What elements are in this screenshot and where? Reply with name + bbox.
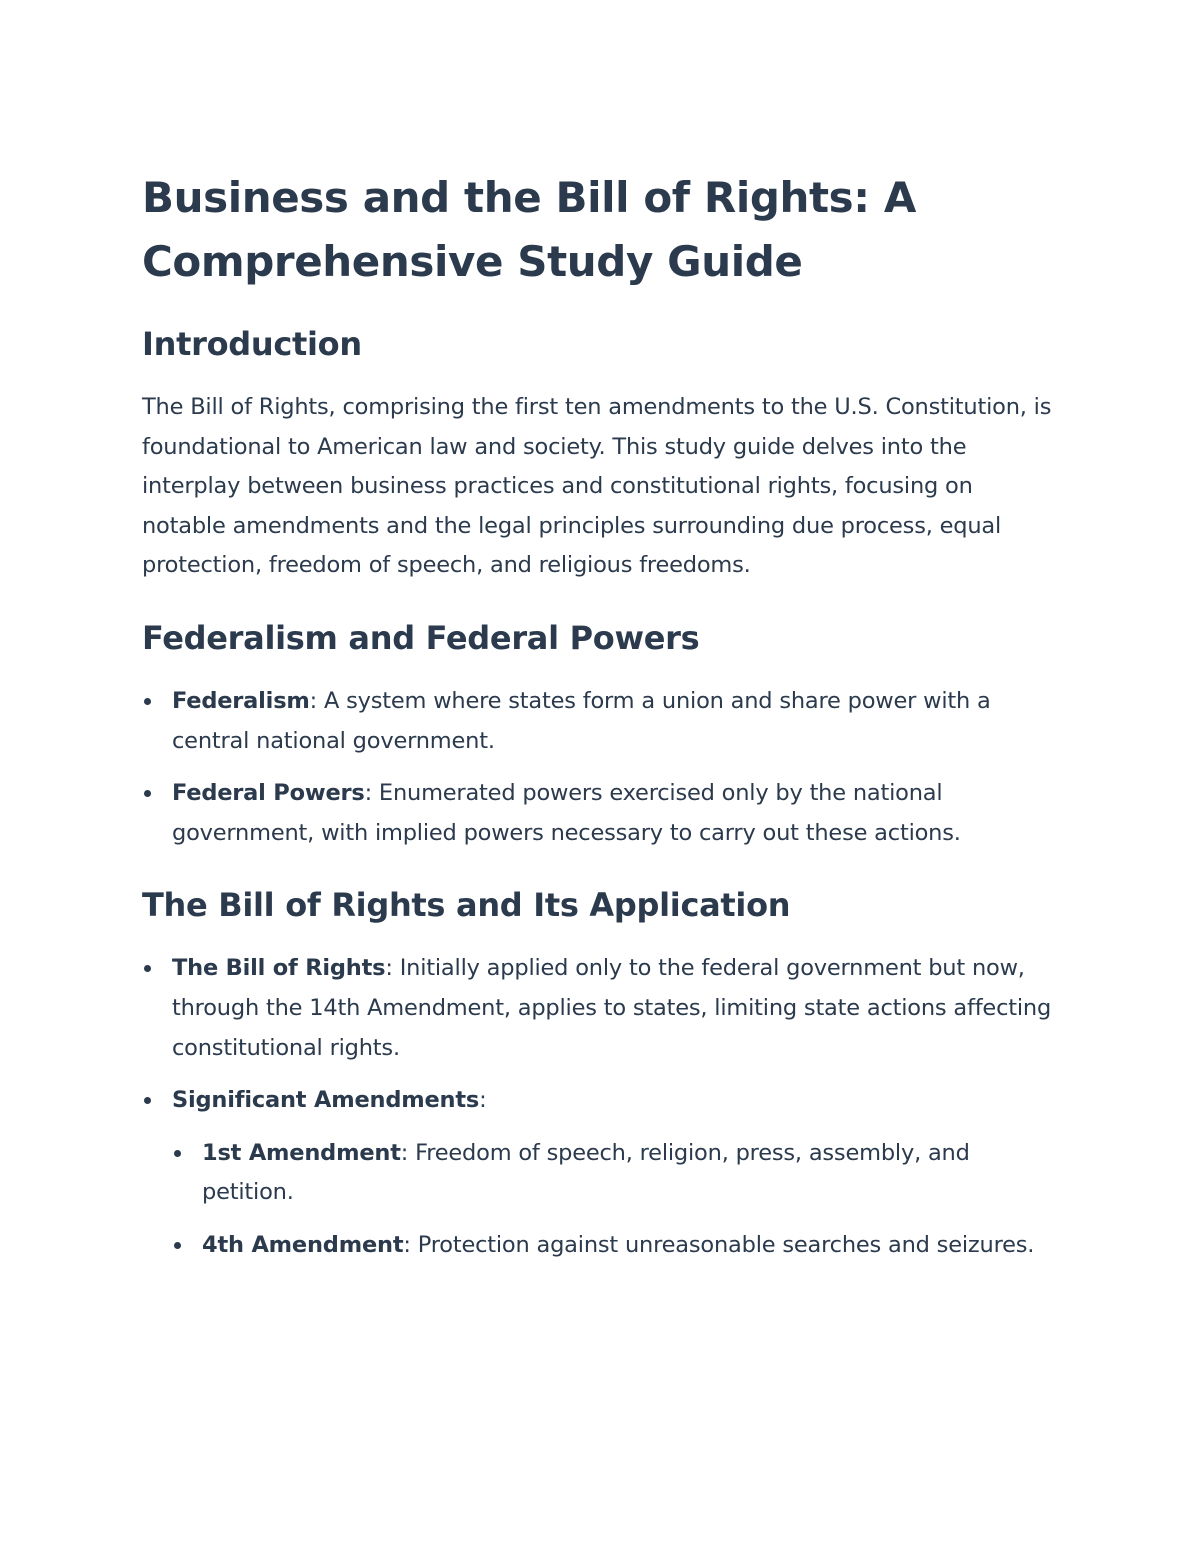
bullet-icon xyxy=(144,965,151,972)
section-heading-introduction: Introduction xyxy=(142,325,362,363)
bullet-icon xyxy=(144,790,151,797)
amendments-sublist xyxy=(172,1134,1062,1266)
term-bill-of-rights: The Bill of Rights xyxy=(172,955,386,982)
definition-1st-amendment: : Freedom of speech, religion, press, assembly, and petition. xyxy=(202,1139,970,1206)
list-item-1st-amendment xyxy=(172,1134,1062,1213)
term-1st-amendment: 1st Amendment xyxy=(202,1139,401,1166)
definition-federal-powers: : Enumerated powers exercised only by the national government, with implied powers necessary to carry out these actions. xyxy=(172,780,961,846)
federalism-list xyxy=(142,682,1062,853)
term-federalism: Federalism xyxy=(172,687,310,714)
definition-bill-of-rights: : Initially applied only to the federal government but now, through the 14th Amendment, applies to states, limiting state actions affecting constitutional rights. xyxy=(172,955,1052,1061)
bullet-icon xyxy=(144,698,151,705)
definition-significant-amendments: : xyxy=(479,1087,487,1114)
list-item-4th-amendment xyxy=(172,1226,1062,1266)
list-item-federalism xyxy=(142,682,1062,761)
introduction-paragraph: The Bill of Rights, comprising the first ten amendments to the U.S. Constitution, is foundational to American law and society. This study guide delves into the interplay between business practices and constitutional rights, focusing on notable amendments and the legal principles surrounding due process, equal protection, freedom of speech, and religious freedoms. xyxy=(142,394,1052,579)
term-4th-amendment: 4th Amendment xyxy=(202,1231,404,1258)
list-item-bill-of-rights xyxy=(142,949,1062,1068)
bullet-icon xyxy=(174,1150,181,1157)
definition-federalism: : A system where states form a union and share power with a central national government. xyxy=(172,687,991,754)
bullet-icon xyxy=(144,1097,151,1104)
section-heading-bill-of-rights: The Bill of Rights and Its Application xyxy=(142,886,791,925)
term-significant-amendments: Significant Amendments xyxy=(172,1087,480,1114)
document-title: Business and the Bill of Rights: A Comprehensive Study Guide xyxy=(142,173,917,286)
term-federal-powers: Federal Powers xyxy=(172,780,365,807)
bill-of-rights-list xyxy=(142,949,1062,1265)
definition-4th-amendment: : Protection against unreasonable searches and seizures. xyxy=(403,1231,1035,1258)
bullet-icon xyxy=(174,1242,181,1249)
list-item-significant-amendments xyxy=(142,1081,1062,1265)
section-heading-federalism: Federalism and Federal Powers xyxy=(142,618,700,657)
document-page xyxy=(142,166,1062,1279)
list-item-federal-powers xyxy=(142,774,1062,853)
